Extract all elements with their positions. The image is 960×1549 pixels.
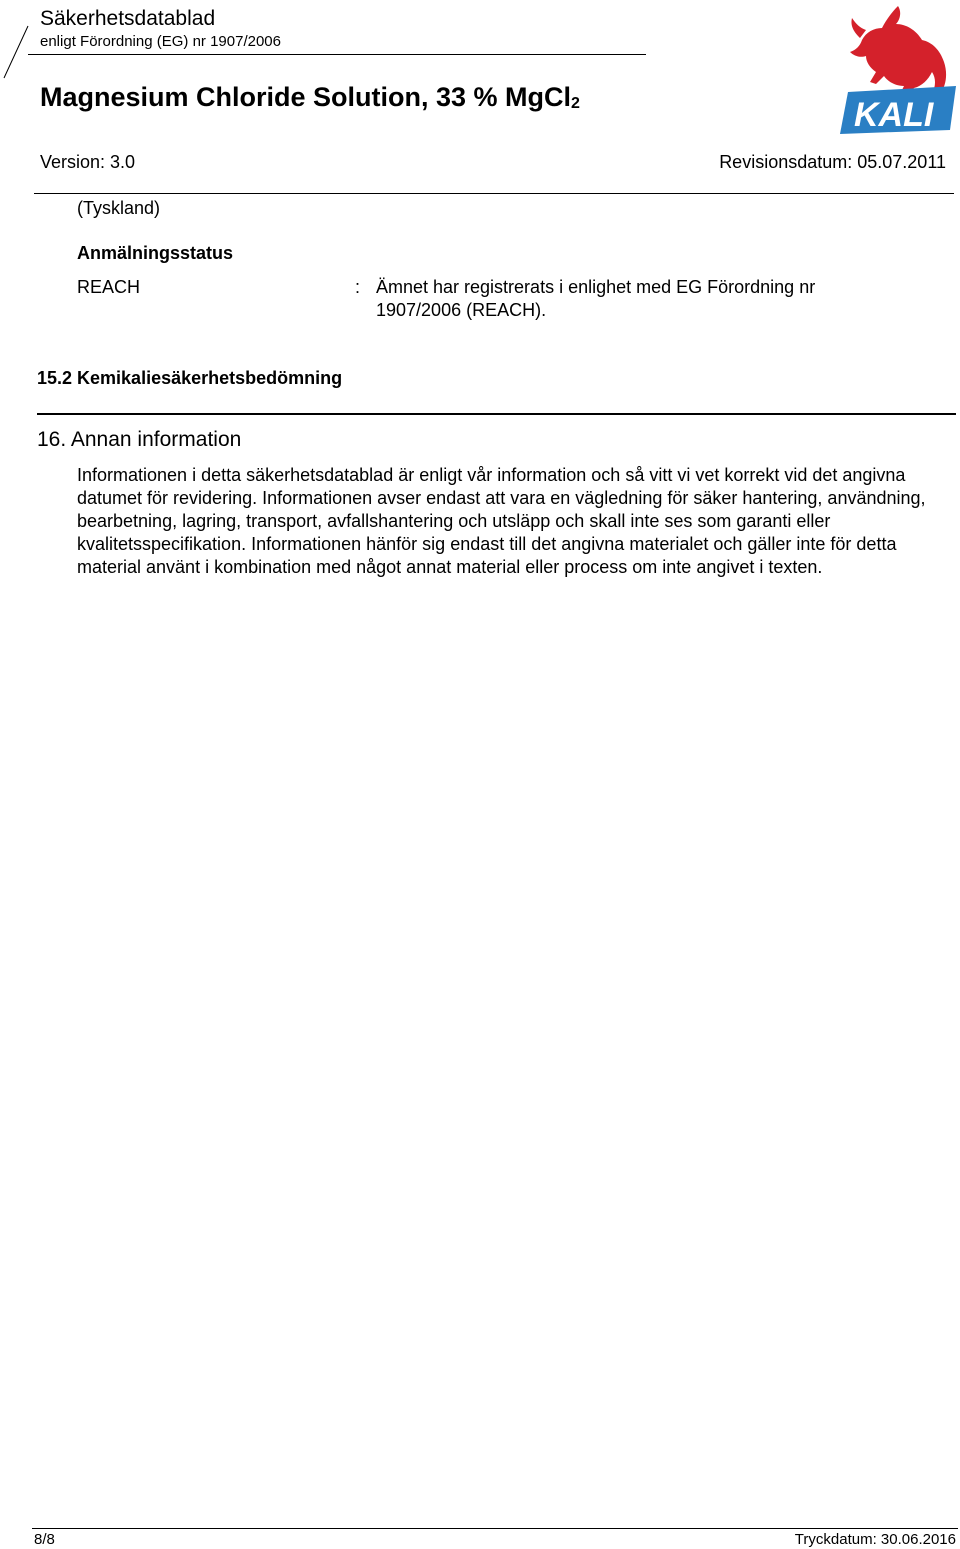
reach-label: REACH — [77, 277, 141, 297]
page-number: 8/8 — [34, 1531, 55, 1548]
section-16-title: 16. Annan information — [37, 428, 242, 451]
logo-wordmark: KALI — [854, 96, 934, 134]
country-note: (Tyskland) — [77, 198, 161, 218]
document-type: Säkerhetsdatablad — [40, 7, 216, 30]
section-16-paragraph: Informationen i detta säkerhetsdatablad är enligt vår information och så vitt vi vet korrekt vid det angivna datumet för revidering. Informationen avser endast att vara en vägledning för säker hantering, användning, bearbetning, lagring, transport, avfallshantering och utsläpp och skall inte ses som garanti eller kvalitetsspecifikation. Informationen hänför sig endast till det angivna materialet och gäller inte för detta material använt i kombination med något annat material eller process om inte angivet i texten. — [77, 465, 926, 577]
kali-banner — [840, 86, 956, 134]
notification-status-heading: Anmälningsstatus — [77, 243, 234, 263]
reach-separator: : — [355, 277, 361, 297]
header-slash-decoration — [0, 22, 30, 82]
revision-date: Revisionsdatum: 05.07.2011 — [719, 152, 946, 172]
header-top-rule — [28, 54, 646, 55]
kali-bull-logo — [836, 2, 956, 134]
product-name-subscript: 2 — [571, 95, 580, 112]
product-name-text: Magnesium Chloride Solution, 33 % MgCl — [40, 82, 572, 112]
header-bottom-rule — [34, 193, 954, 194]
reach-value: Ämnet har registrerats i enlighet med EG Förordning nr 1907/2006 (REACH). — [376, 277, 816, 320]
footer-rule — [32, 1528, 958, 1529]
subsection-15-2-heading: 15.2 Kemikaliesäkerhetsbedömning — [37, 368, 343, 388]
product-name — [40, 80, 580, 121]
bull-icon — [850, 6, 946, 94]
print-date: Tryckdatum: 30.06.2016 — [794, 1531, 956, 1548]
version-label: Version: 3.0 — [40, 152, 136, 172]
section-16-rule — [37, 413, 956, 415]
regulation-reference: enligt Förordning (EG) nr 1907/2006 — [40, 33, 281, 50]
